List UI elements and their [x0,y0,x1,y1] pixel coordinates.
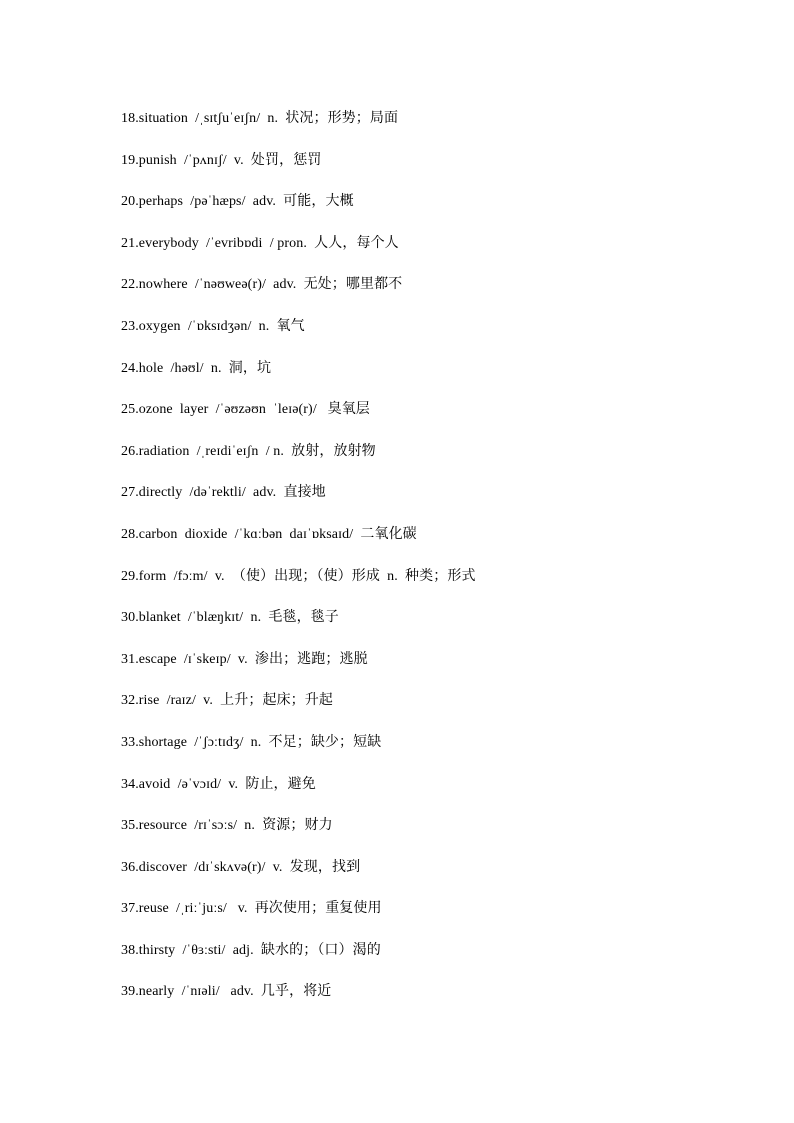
vocab-entry: 32.rise /raɪz/ v. 上升；起床；升起 [121,693,333,709]
vocab-entry: 27.directly /dəˈrektli/ adv. 直接地 [121,485,326,501]
vocab-entry: 34.avoid /əˈvɔɪd/ v. 防止，避免 [121,776,316,792]
vocab-entry: 28.carbon dioxide /ˈkɑːbən daɪˈɒksaɪd/ 二氧化碳 [121,526,417,542]
vocab-entry: 19.punish /ˈpʌnɪʃ/ v. 处罚，惩罚 [121,152,322,168]
vocab-entry: 24.hole /həʊl/ n. 洞，坑 [121,360,272,376]
vocab-entry: 22.nowhere /ˈnəʊweə(r)/ adv. 无处；哪里都不 [121,277,403,293]
vocab-entry: 33.shortage /ˈʃɔːtɪdʒ/ n. 不足；缺少；短缺 [121,734,382,750]
vocab-entry: 35.resource /rɪˈsɔːs/ n. 资源；财力 [121,818,333,834]
vocab-entry: 30.blanket /ˈblæŋkɪt/ n. 毛毯，毯子 [121,610,339,626]
vocab-entry: 25.ozone layer /ˈəʊzəʊn ˈleɪə(r)/ 臭氧层 [121,402,370,418]
vocab-entry: 18.situation /ˌsɪtʃuˈeɪʃn/ n. 状况；形势；局面 [121,111,399,126]
vocab-entry: 37.reuse /ˌriːˈjuːs/ v. 再次使用；重复使用 [121,901,382,917]
vocab-entry: 29.form /fɔːm/ v. （使）出现；（使）形成 n. 种类；形式 [121,568,476,584]
vocab-entry: 39.nearly /ˈnɪəli/ adv. 几乎，将近 [121,984,332,1000]
vocab-entry: 20.perhaps /pəˈhæps/ adv. 可能，大概 [121,194,354,210]
vocab-entry: 23.oxygen /ˈɒksɪdʒən/ n. 氧气 [121,318,305,334]
vocabulary-list [121,106,476,1021]
vocab-entry: 31.escape /ɪˈskeɪp/ v. 渗出；逃跑；逃脱 [121,651,368,667]
vocab-entry: 26.radiation /ˌreɪdiˈeɪʃn / n. 放射，放射物 [121,443,376,459]
vocab-entry: 38.thirsty /ˈθɜːsti/ adj. 缺水的；（口）渴的 [121,942,381,958]
vocab-entry: 21.everybody /ˈevribɒdi / pron. 人人，每个人 [121,235,399,251]
vocab-entry: 36.discover /dɪˈskʌvə(r)/ v. 发现，找到 [121,859,361,875]
